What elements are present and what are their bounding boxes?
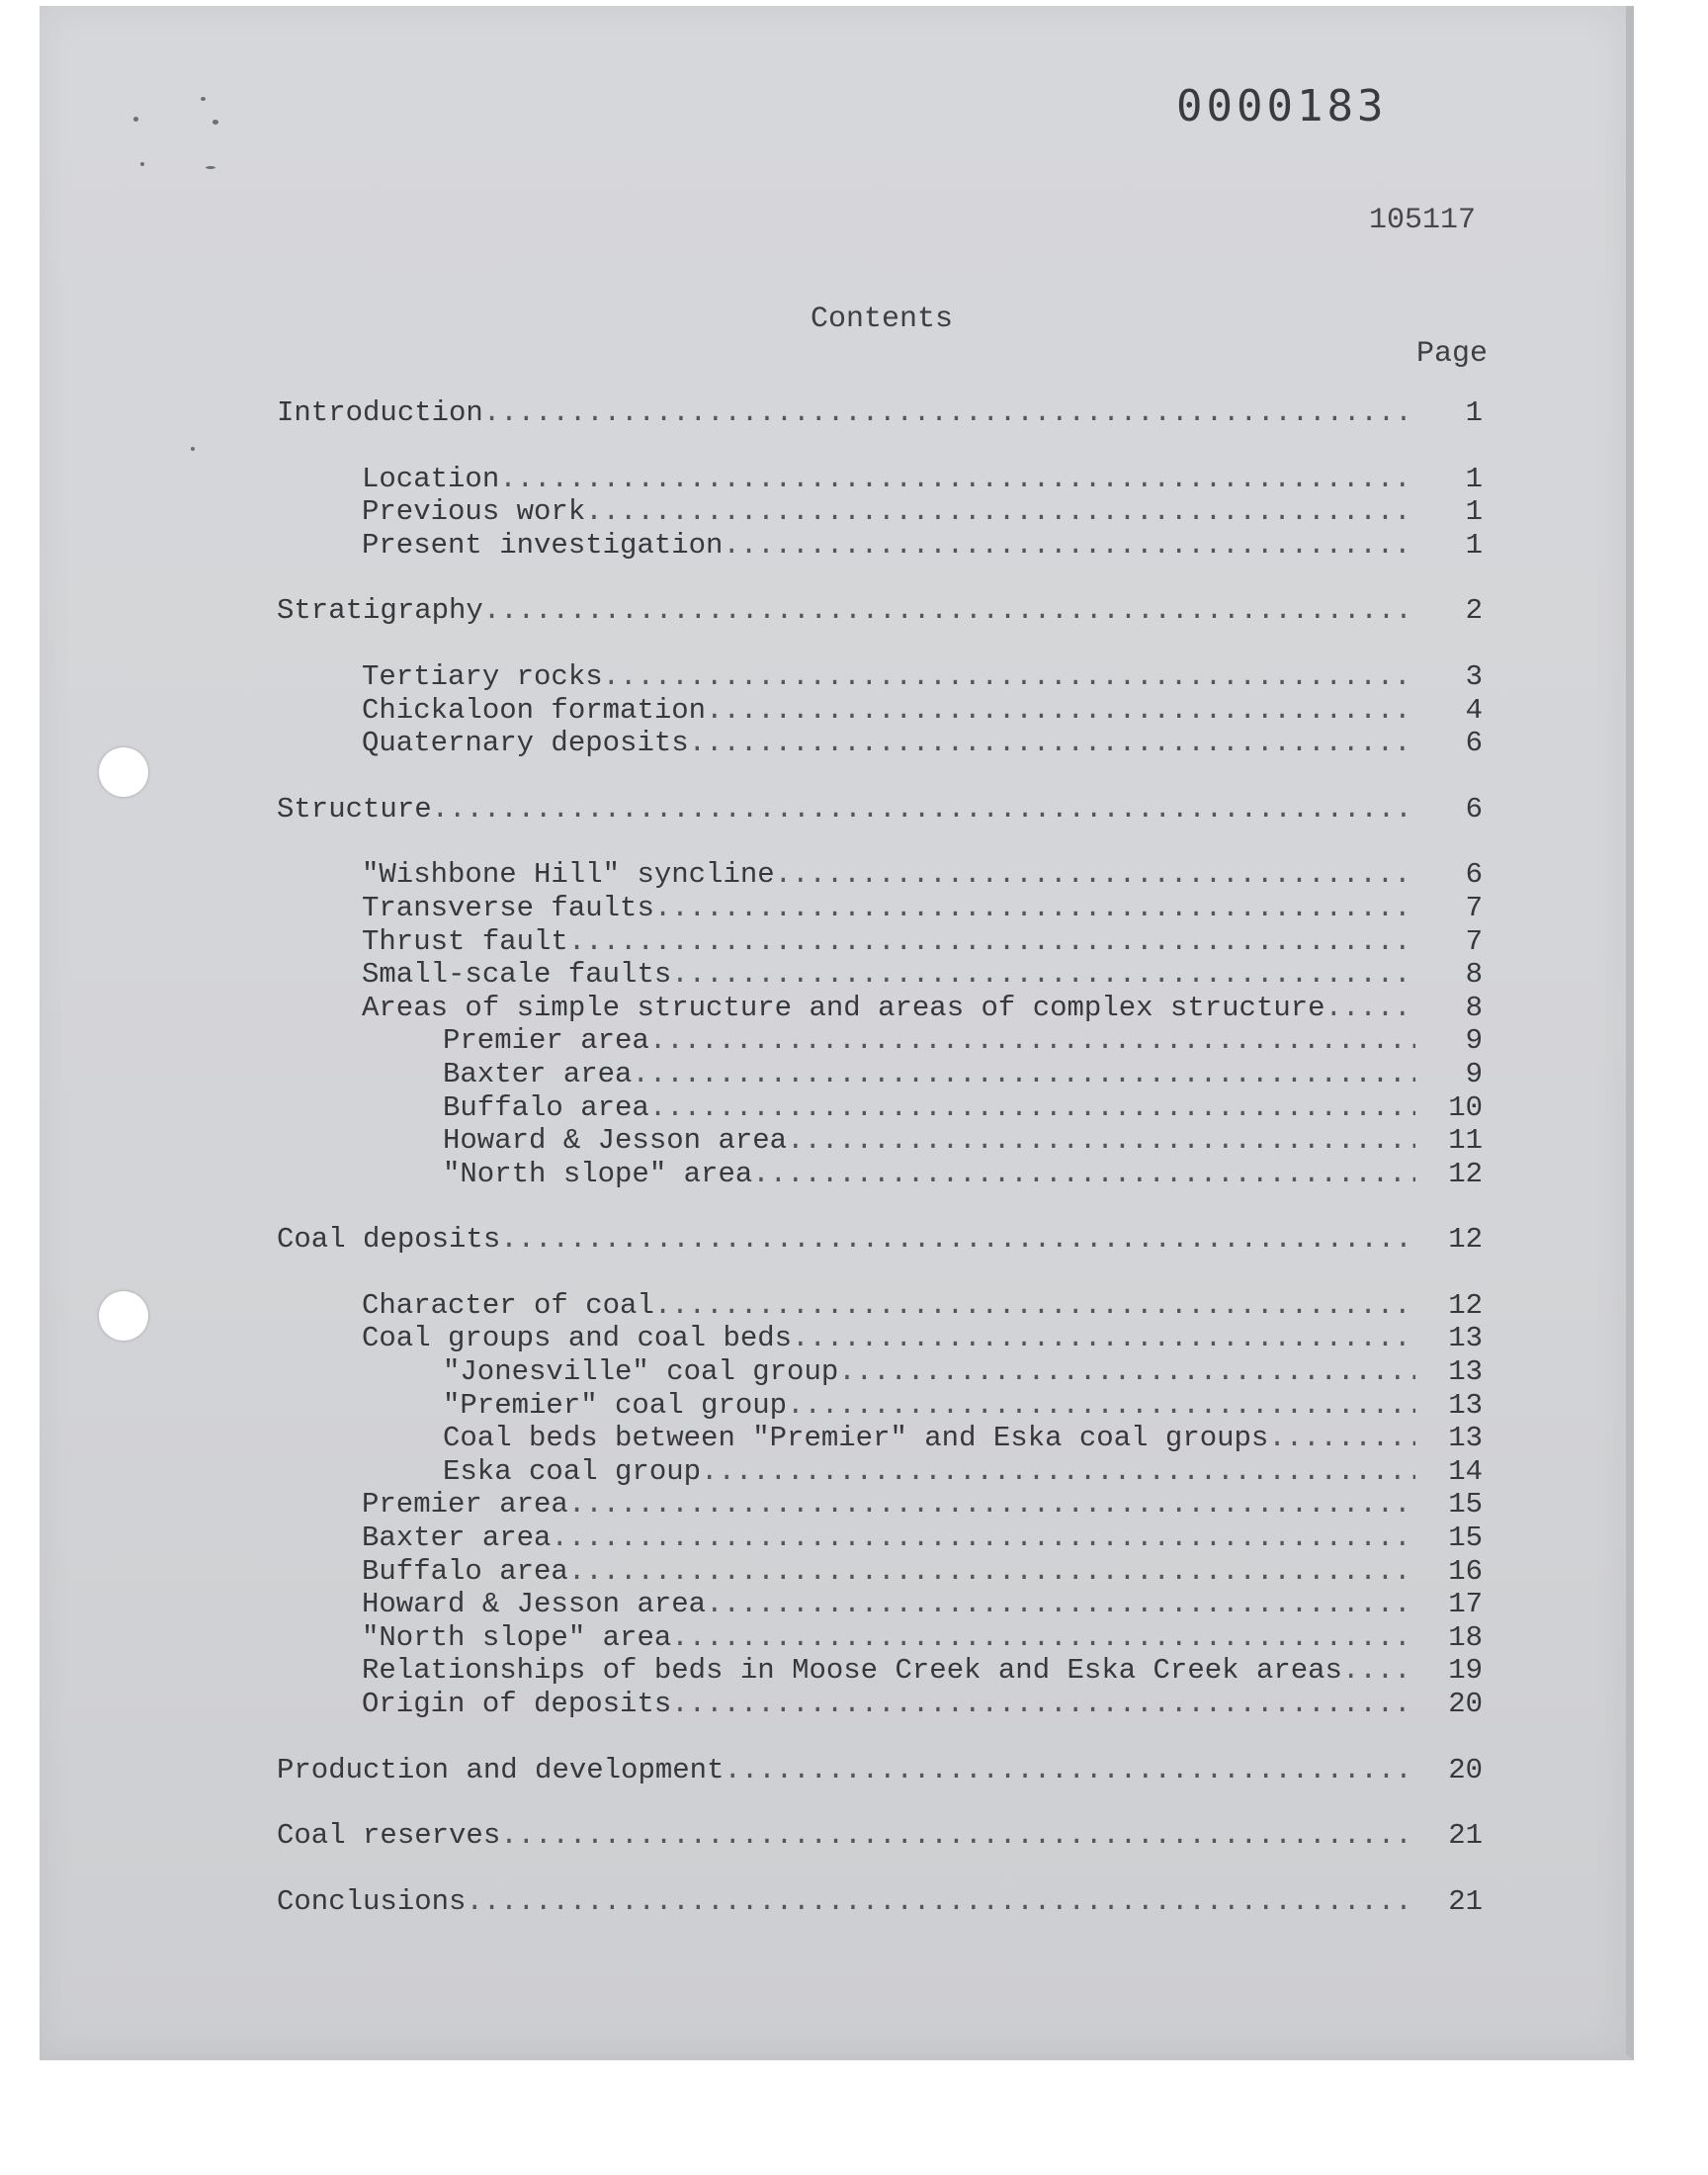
toc-entry bbox=[277, 1621, 1483, 1655]
toc-entry-page: 12 bbox=[1448, 1223, 1483, 1257]
dot-leader bbox=[654, 1289, 1415, 1323]
punch-hole-top bbox=[99, 747, 148, 797]
document-number: 105117 bbox=[1369, 204, 1477, 237]
toc-entry-label: Premier area bbox=[362, 1488, 568, 1522]
toc-entry bbox=[277, 858, 1483, 892]
toc-entry bbox=[277, 594, 1483, 628]
toc-entry-label: Howard & Jesson area bbox=[362, 1588, 707, 1621]
toc-entry-page: 6 bbox=[1465, 727, 1483, 760]
toc-entry bbox=[277, 660, 1483, 694]
toc-entry bbox=[277, 727, 1483, 760]
dot-leader bbox=[775, 858, 1415, 892]
toc-entry-label: Buffalo area bbox=[443, 1090, 649, 1124]
toc-entry-label: "Jonesville" coal group bbox=[443, 1355, 839, 1389]
dot-leader bbox=[671, 1621, 1415, 1655]
toc-entry bbox=[277, 463, 1483, 496]
toc-entry bbox=[277, 793, 1483, 826]
toc-entry-label: Thrust fault bbox=[362, 924, 568, 958]
toc-entry-label: Coal groups and coal beds bbox=[362, 1322, 793, 1355]
dot-leader bbox=[706, 1588, 1415, 1621]
toc-entry-page: 11 bbox=[1448, 1124, 1483, 1158]
toc-entry-label: Tertiary rocks bbox=[362, 659, 603, 693]
ink-speck bbox=[140, 162, 144, 166]
toc-entry-label: "North slope" area bbox=[443, 1157, 753, 1190]
toc-entry bbox=[277, 1885, 1483, 1919]
dot-leader bbox=[787, 1389, 1415, 1423]
toc-entry bbox=[277, 1588, 1483, 1621]
toc-entry-label: Areas of simple structure and areas of complex structure bbox=[362, 991, 1325, 1024]
dot-leader bbox=[585, 495, 1415, 529]
toc-entry-label: Production and development bbox=[277, 1753, 725, 1786]
toc-entry-label: Premier area bbox=[443, 1024, 649, 1058]
dot-leader bbox=[838, 1355, 1415, 1389]
toc-entry-page: 15 bbox=[1448, 1488, 1483, 1522]
toc-entry bbox=[277, 992, 1483, 1025]
toc-entry-page: 7 bbox=[1465, 891, 1483, 924]
toc-entry-label: Small-scale faults bbox=[362, 958, 672, 992]
toc-entry-label: Conclusions bbox=[277, 1884, 467, 1918]
toc-entry bbox=[277, 1158, 1483, 1191]
toc-entry-label: Relationships of beds in Moose Creek and Eska Creek areas bbox=[362, 1654, 1342, 1688]
toc-entry-page: 15 bbox=[1448, 1522, 1483, 1555]
dot-leader bbox=[724, 1754, 1415, 1787]
dot-leader bbox=[671, 1688, 1415, 1721]
toc-entry bbox=[277, 1522, 1483, 1555]
punch-hole-bottom bbox=[99, 1291, 148, 1341]
toc-entry-page: 17 bbox=[1448, 1588, 1483, 1621]
toc-entry-page: 2 bbox=[1465, 594, 1483, 628]
dot-leader bbox=[568, 1488, 1415, 1522]
toc-entry bbox=[277, 1058, 1483, 1091]
toc-entry-label: Eska coal group bbox=[443, 1454, 702, 1488]
toc-entry-label: Quaternary deposits bbox=[362, 727, 689, 760]
toc-entry-page: 13 bbox=[1448, 1388, 1483, 1422]
table-of-contents bbox=[277, 396, 1483, 1918]
toc-entry bbox=[277, 1355, 1483, 1389]
dot-leader bbox=[551, 1522, 1415, 1555]
dot-leader bbox=[654, 892, 1415, 925]
toc-entry bbox=[277, 1819, 1483, 1853]
toc-entry-label: Previous work bbox=[362, 495, 586, 529]
dot-leader bbox=[500, 1223, 1415, 1257]
toc-entry-label: Present investigation bbox=[362, 528, 724, 562]
toc-entry bbox=[277, 1754, 1483, 1787]
dot-leader bbox=[1325, 992, 1415, 1025]
toc-entry bbox=[277, 892, 1483, 925]
dot-leader bbox=[1342, 1654, 1415, 1688]
dot-leader bbox=[483, 594, 1415, 628]
toc-entry-page: 20 bbox=[1448, 1753, 1483, 1786]
dot-leader bbox=[792, 1322, 1415, 1355]
dot-leader bbox=[466, 1885, 1415, 1919]
toc-entry bbox=[277, 529, 1483, 563]
toc-entry bbox=[277, 1688, 1483, 1721]
dot-leader bbox=[701, 1455, 1415, 1489]
toc-entry bbox=[277, 495, 1483, 529]
toc-entry-page: 13 bbox=[1448, 1355, 1483, 1389]
toc-entry-label: Structure bbox=[277, 792, 432, 826]
toc-entry-page: 13 bbox=[1448, 1422, 1483, 1455]
toc-entry-page: 6 bbox=[1465, 792, 1483, 826]
dot-leader bbox=[752, 1158, 1415, 1191]
toc-entry-page: 9 bbox=[1465, 1024, 1483, 1058]
dot-leader bbox=[787, 1124, 1415, 1158]
toc-entry-page: 1 bbox=[1465, 495, 1483, 529]
toc-entry-label: "Premier" coal group bbox=[443, 1388, 788, 1422]
toc-entry bbox=[277, 1488, 1483, 1522]
dot-leader bbox=[1268, 1422, 1415, 1455]
toc-entry bbox=[277, 958, 1483, 992]
ink-speck bbox=[213, 120, 218, 125]
toc-entry-page: 10 bbox=[1448, 1090, 1483, 1124]
toc-entry bbox=[277, 1024, 1483, 1058]
toc-entry-label: "North slope" area bbox=[362, 1620, 672, 1654]
ink-speck bbox=[206, 166, 215, 169]
toc-entry bbox=[277, 1455, 1483, 1489]
dot-leader bbox=[649, 1091, 1415, 1125]
dot-leader bbox=[432, 793, 1415, 826]
dot-leader bbox=[723, 529, 1415, 563]
toc-entry-label: Stratigraphy bbox=[277, 594, 483, 628]
toc-entry bbox=[277, 1422, 1483, 1455]
toc-entry bbox=[277, 1322, 1483, 1355]
toc-entry bbox=[277, 1389, 1483, 1423]
toc-entry-label: Transverse faults bbox=[362, 891, 654, 924]
dot-leader bbox=[568, 925, 1415, 959]
toc-entry-label: Baxter area bbox=[443, 1057, 633, 1090]
toc-entry-label: Chickaloon formation bbox=[362, 693, 707, 727]
ink-speck bbox=[191, 447, 195, 451]
toc-entry-label: Buffalo area bbox=[362, 1554, 568, 1588]
toc-entry-label: Baxter area bbox=[362, 1522, 552, 1555]
toc-entry-page: 18 bbox=[1448, 1620, 1483, 1654]
dot-leader bbox=[568, 1555, 1415, 1589]
toc-entry-page: 4 bbox=[1465, 693, 1483, 727]
toc-entry bbox=[277, 1555, 1483, 1589]
toc-entry-label: Coal reserves bbox=[277, 1819, 501, 1853]
toc-entry-label: Location bbox=[362, 462, 500, 495]
toc-entry-page: 1 bbox=[1465, 396, 1483, 429]
toc-entry-page: 1 bbox=[1465, 528, 1483, 562]
document-page bbox=[40, 6, 1634, 2060]
toc-entry-page: 21 bbox=[1448, 1884, 1483, 1918]
toc-entry-page: 7 bbox=[1465, 924, 1483, 958]
toc-entry-page: 3 bbox=[1465, 659, 1483, 693]
toc-entry-page: 13 bbox=[1448, 1322, 1483, 1355]
dot-leader bbox=[649, 1024, 1415, 1058]
toc-entry bbox=[277, 1124, 1483, 1158]
toc-entry bbox=[277, 1091, 1483, 1125]
toc-entry-page: 8 bbox=[1465, 958, 1483, 992]
toc-entry-page: 19 bbox=[1448, 1654, 1483, 1688]
toc-entry-page: 14 bbox=[1448, 1454, 1483, 1488]
toc-entry-label: Origin of deposits bbox=[362, 1688, 672, 1720]
toc-entry-label: "Wishbone Hill" syncline bbox=[362, 858, 775, 892]
dot-leader bbox=[603, 660, 1415, 694]
ink-speck bbox=[201, 97, 206, 101]
toc-entry-page: 9 bbox=[1465, 1057, 1483, 1090]
toc-entry-label: Character of coal bbox=[362, 1288, 654, 1322]
toc-entry-page: 12 bbox=[1448, 1288, 1483, 1322]
toc-entry bbox=[277, 1654, 1483, 1688]
toc-entry bbox=[277, 694, 1483, 728]
dot-leader bbox=[706, 694, 1415, 728]
dot-leader bbox=[500, 1819, 1415, 1853]
contents-title: Contents bbox=[811, 303, 954, 336]
toc-entry-label: Introduction bbox=[277, 396, 483, 429]
dot-leader bbox=[689, 727, 1415, 760]
dot-leader bbox=[483, 396, 1415, 430]
toc-entry-label: Howard & Jesson area bbox=[443, 1124, 788, 1158]
dot-leader bbox=[499, 463, 1415, 496]
toc-entry-page: 6 bbox=[1465, 858, 1483, 892]
toc-entry-page: 12 bbox=[1448, 1157, 1483, 1190]
toc-entry-page: 21 bbox=[1448, 1819, 1483, 1853]
toc-entry bbox=[277, 1223, 1483, 1257]
dot-leader bbox=[632, 1058, 1415, 1091]
toc-entry bbox=[277, 1289, 1483, 1323]
toc-entry-page: 8 bbox=[1465, 991, 1483, 1024]
ink-speck bbox=[133, 117, 138, 122]
toc-entry-page: 1 bbox=[1465, 462, 1483, 495]
toc-entry bbox=[277, 396, 1483, 430]
toc-entry-page: 16 bbox=[1448, 1554, 1483, 1588]
toc-entry-page: 20 bbox=[1448, 1688, 1483, 1720]
toc-entry bbox=[277, 925, 1483, 959]
stamp-number: 0000183 bbox=[1176, 81, 1388, 131]
toc-entry-label: Coal deposits bbox=[277, 1223, 501, 1257]
dot-leader bbox=[671, 958, 1415, 992]
toc-entry-label: Coal beds between "Premier" and Eska coal groups bbox=[443, 1422, 1269, 1455]
page-column-label: Page bbox=[1416, 337, 1489, 371]
